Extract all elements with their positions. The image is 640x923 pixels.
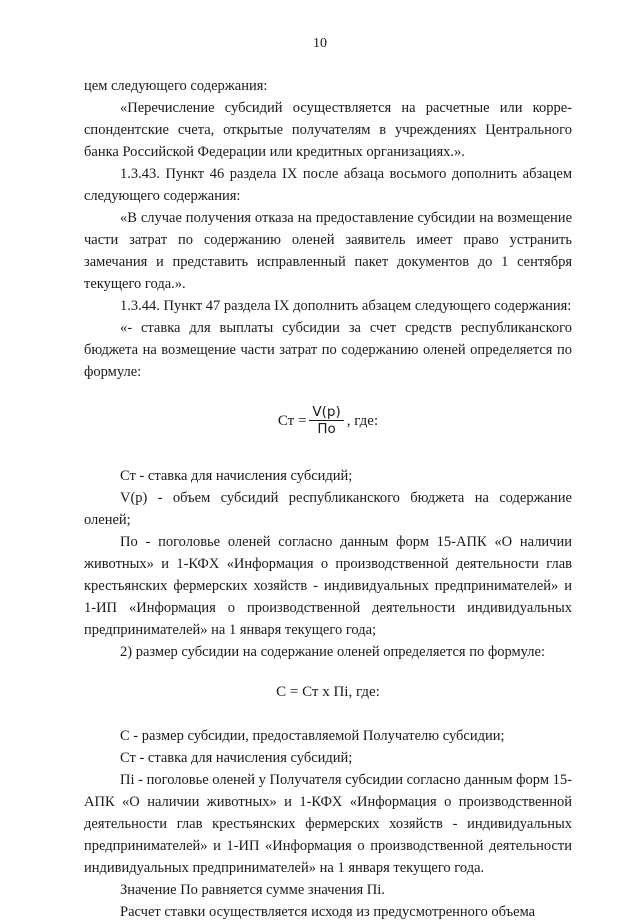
paragraph-rate-definition: «- ставка для выплаты субсидии за счет средств республиканского бюджета на возмещение части затрат по содержанию оленей определяется по формуле: [84, 320, 572, 380]
paragraph-item-1-3-44: 1.3.44. Пункт 47 раздела IX дополнить абзацем следующего содержания: [120, 298, 572, 314]
paragraph-c-definition: С - размер субсидии, предоставляемой Получателю субсидии; [120, 728, 505, 744]
page-number: 10 [313, 36, 327, 51]
paragraph-vr-definition: V(р) - объем субсидий республиканского бюджета на содержание оленей; [84, 490, 572, 528]
paragraph-item-1-3-43: 1.3.43. Пункт 46 раздела IX после абзаца восьмого дополнить абзацем следующего содержания: [84, 166, 572, 204]
rate-formula-numerator: V(р) [309, 404, 343, 421]
rate-formula-lhs: Ст = [277, 413, 307, 429]
paragraph-st-definition-2: Ст - ставка для начисления субсидий; [120, 750, 353, 766]
paragraph-rate-calculation: Расчет ставки осуществляется исходя из предусмотренного объема [120, 904, 536, 920]
paragraph-pi-definition: Пi - поголовье оленей у Получателя субсидии согласно данным форм 15-АПК «О наличии животных» и 1-КФХ «Информация о производственной деятельности глав крестьянских фермерских хозяйств - индивидуальных предпринимателей» и 1-ИП «Информация о производственной деятельности индивидуальных предпринимателей» на 1 января текущего года. [84, 772, 572, 876]
subsidy-formula: С = Ст х Пi, где: [276, 684, 380, 700]
paragraph-quote-refusal: «В случае получения отказа на предоставление субсидии на возмещение части затрат по содержанию оленей заявитель имеет право устранить замечания и представить исправленный пакет документов до 1 сентября текущего года.». [84, 210, 572, 292]
paragraph-st-definition: Ст - ставка для начисления субсидий; [120, 468, 353, 484]
paragraph-continuation: цем следующего содержания: [84, 78, 268, 94]
paragraph-po-sum: Значение По равняется сумме значения Пi. [120, 882, 385, 898]
paragraph-subsidy-size: 2) размер субсидии на содержание оленей определяется по формуле: [120, 644, 545, 660]
rate-formula-fraction [309, 404, 343, 438]
rate-formula [84, 403, 572, 439]
rate-formula-suffix: , где: [346, 413, 379, 429]
rate-formula-denominator: По [317, 421, 336, 437]
paragraph-quote-transfer: «Перечисление субсидий осуществляется на расчетные или корреспондентские счета, открытые получателям в учреждениях Центрального банка Российской Федерации или кредитных организациях.». [84, 100, 572, 160]
document-body [84, 75, 572, 923]
paragraph-po-definition: По - поголовье оленей согласно данным форм 15-АПК «О наличии животных» и 1-КФХ «Информация о производственной деятельности глав крестьянских фермерских хозяйств - индивидуальных предпринимателей» и 1-ИП «Информация о производственной деятельности индивидуальных предпринимателей» на 1 января текущего года; [84, 534, 572, 638]
